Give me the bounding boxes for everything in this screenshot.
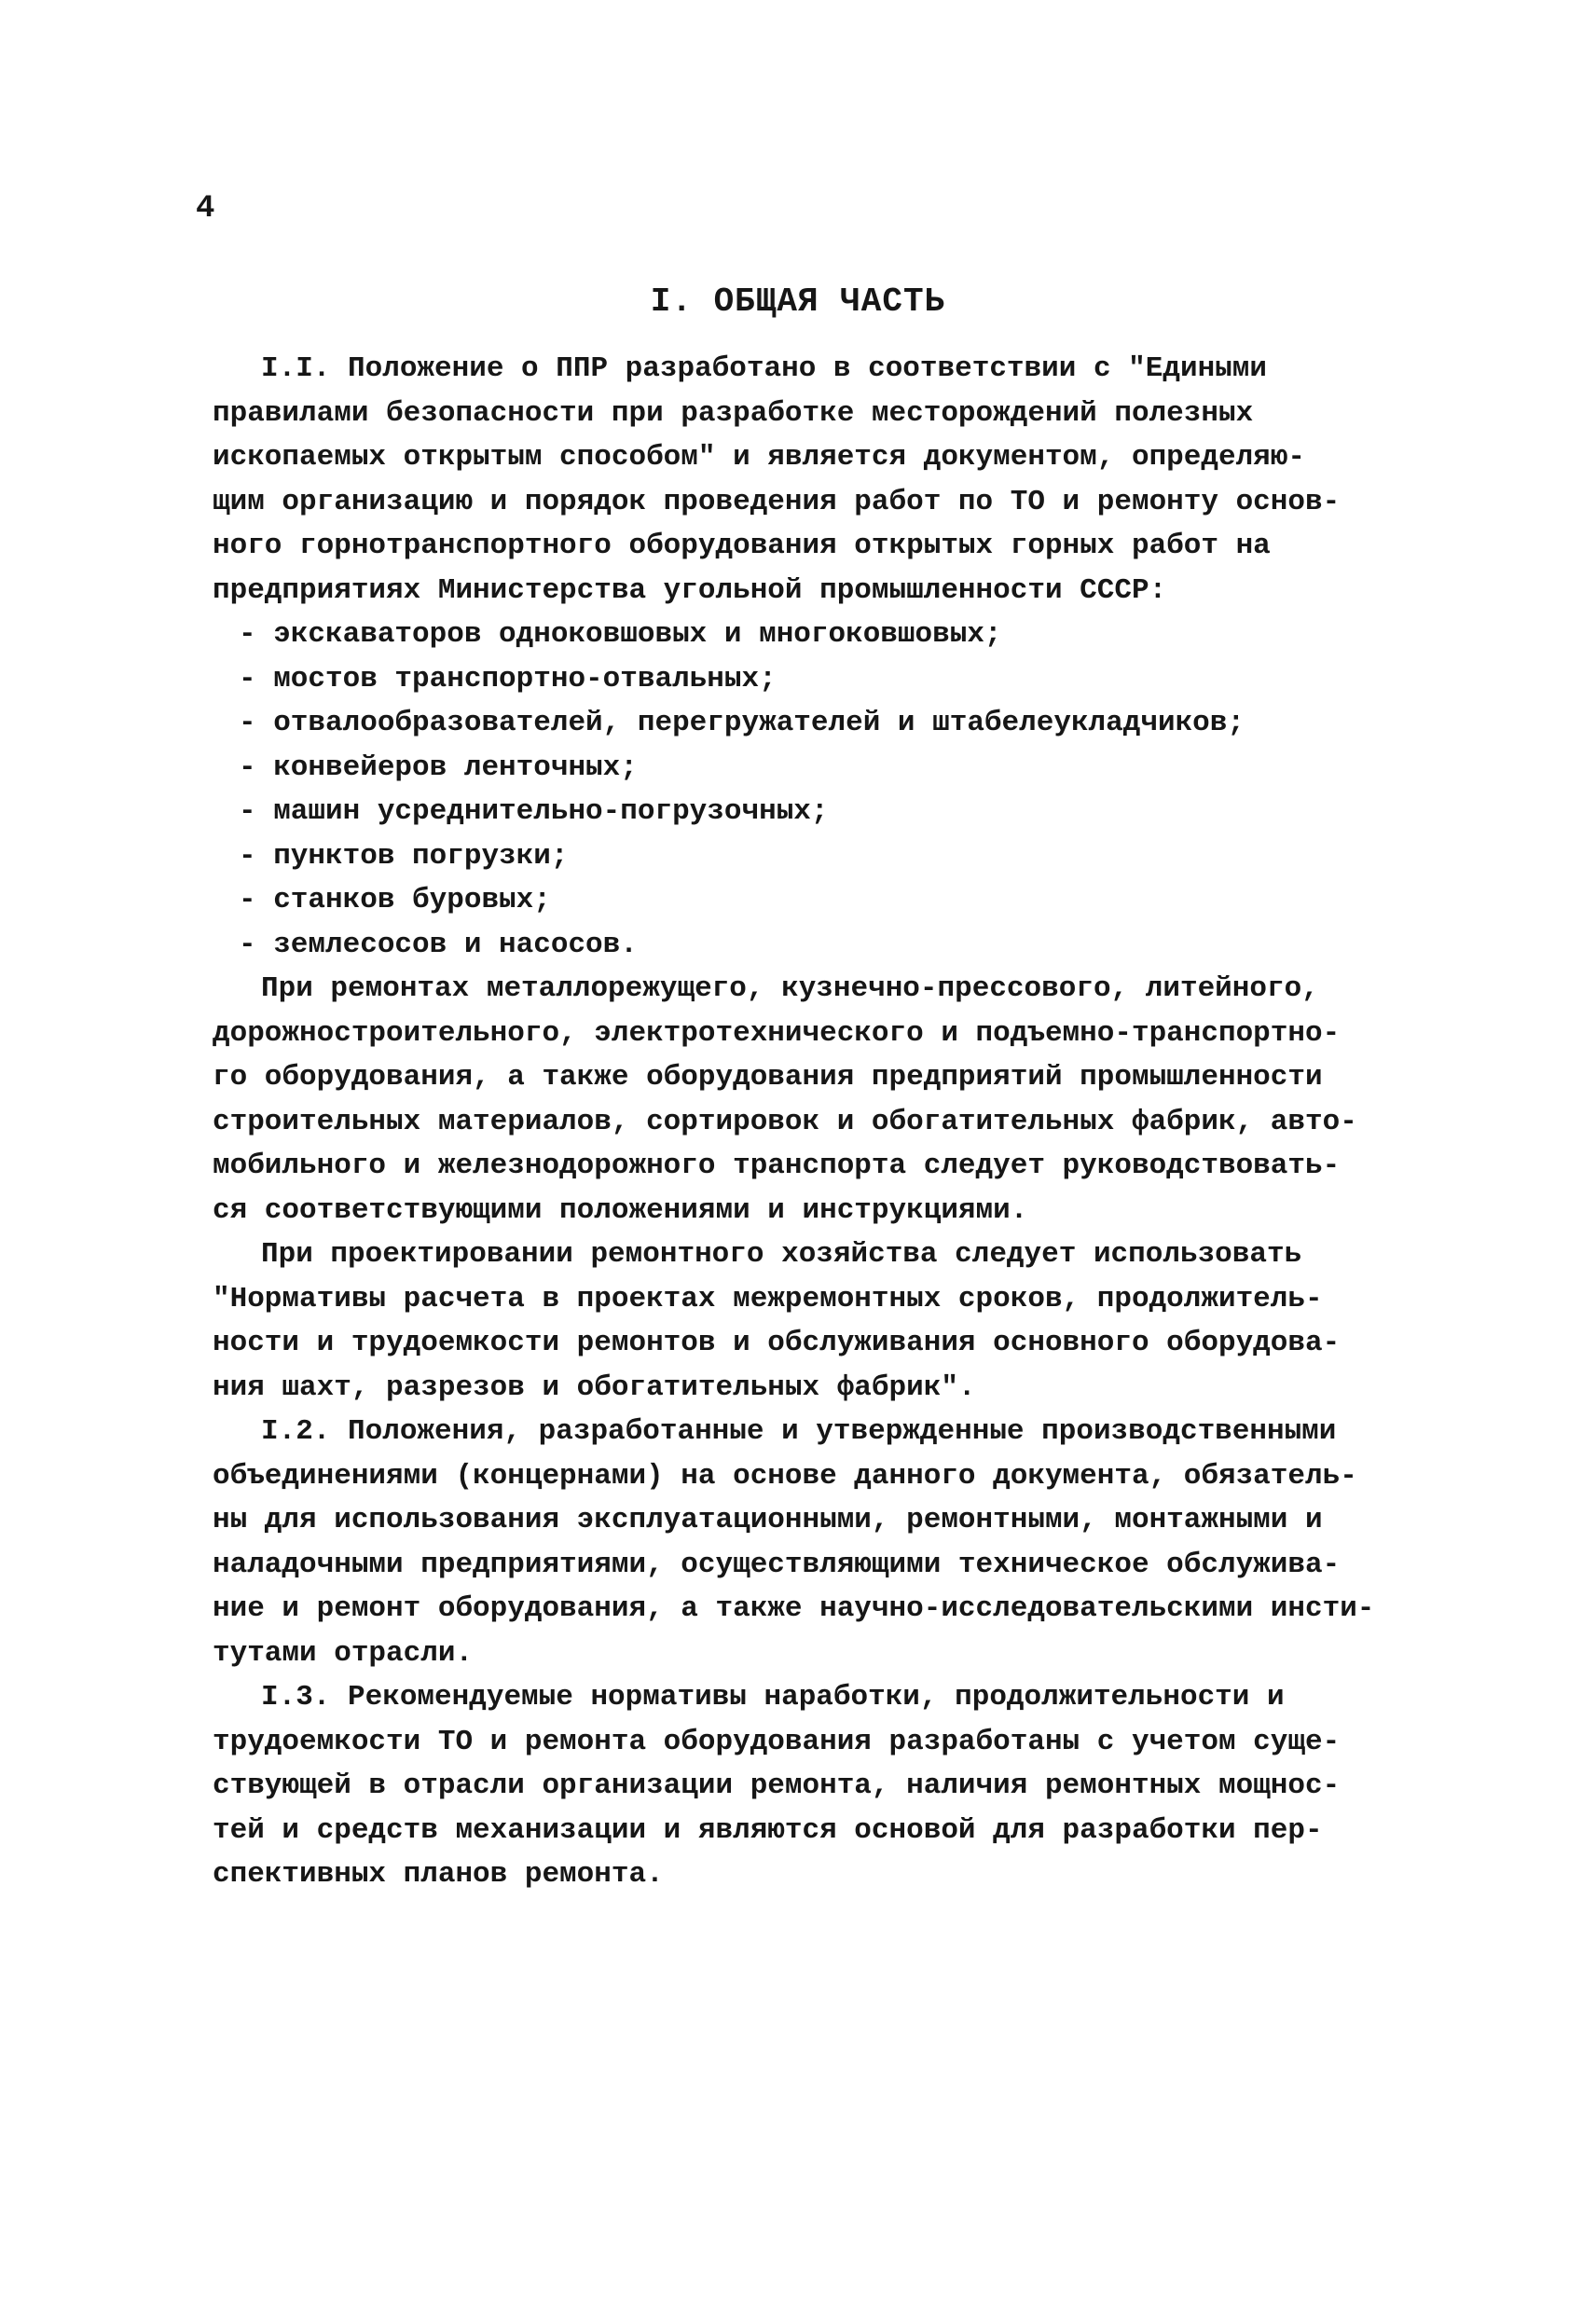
equipment-list-item: - отвалообразователей, перегружателей и штабелеукладчиков;	[239, 707, 1245, 739]
paragraph-1-1-line: ископаемых открытым способом" и является документом, определяю-	[213, 441, 1305, 474]
paragraph-1-3-line: спективных планов ремонта.	[213, 1858, 664, 1891]
paragraph-design-line: ния шахт, разрезов и обогатительных фабрик".	[213, 1370, 976, 1404]
equipment-list-item: - мостов транспортно-отвальных;	[239, 662, 777, 695]
paragraph-1-2-line: тутами отрасли.	[213, 1636, 474, 1670]
equipment-list-item: - машин усреднительно-погрузочных;	[239, 795, 829, 828]
paragraph-1-3-line: тей и средств механизации и являются основой для разработки пер-	[213, 1813, 1323, 1847]
equipment-list-item: - конвейеров ленточных;	[239, 750, 638, 784]
paragraph-1-3-line: ствующей в отрасли организации ремонта, наличия ремонтных мощнос-	[213, 1769, 1341, 1802]
paragraph-1-2-line: объединениями (концернами) на основе данного документа, обязатель-	[213, 1459, 1357, 1493]
paragraph-1-1-line: предприятиях Министерства угольной промышленности СССР:	[213, 573, 1167, 607]
paragraph-repairs-line: го оборудования, а также оборудования предприятий промышленности	[213, 1061, 1323, 1094]
paragraph-1-2-line: наладочными предприятиями, осуществляющими техническое обслужива-	[213, 1548, 1341, 1581]
equipment-list-item: - экскаваторов одноковшовых и многоковшовых;	[239, 618, 1002, 651]
section-title: I. ОБЩАЯ ЧАСТЬ	[650, 282, 946, 321]
paragraph-1-1-line: щим организацию и порядок проведения работ по ТО и ремонту основ-	[213, 485, 1341, 518]
paragraph-repairs-line: ся соответствующими положениями и инструкциями.	[213, 1193, 1028, 1227]
paragraph-repairs-line: дорожностроительного, электротехнического и подъемно-транспортно-	[213, 1016, 1341, 1050]
paragraph-1-1-line: ного горнотранспортного оборудования открытых горных работ на	[213, 530, 1271, 562]
paragraph-repairs-line: строительных материалов, сортировок и обогатительных фабрик, авто-	[213, 1105, 1357, 1138]
paragraph-repairs-line: При ремонтах металлорежущего, кузнечно-прессового, литейного,	[261, 972, 1319, 1005]
paragraph-1-3-line: I.3. Рекомендуемые нормативы наработки, продолжительности и	[261, 1681, 1285, 1714]
paragraph-1-3-line: трудоемкости ТО и ремонта оборудования разработаны с учетом суще-	[213, 1725, 1341, 1758]
equipment-list-item: - пунктов погрузки;	[239, 839, 569, 873]
page-number: 4	[196, 191, 215, 227]
paragraph-design-line: При проектировании ремонтного хозяйства следует использовать	[261, 1238, 1302, 1271]
paragraph-repairs-line: мобильного и железнодорожного транспорта следует руководствовать-	[213, 1150, 1341, 1182]
paragraph-1-2-line: ны для использования эксплуатационными, ремонтными, монтажными и	[213, 1504, 1323, 1536]
equipment-list-item: - землесосов и насосов.	[239, 928, 638, 961]
paragraph-1-1-line: правилами безопасности при разработке месторождений полезных	[213, 396, 1254, 430]
paragraph-1-2-line: ние и ремонт оборудования, а также научно-исследовательскими инсти-	[213, 1592, 1375, 1625]
body-text	[213, 347, 1462, 1897]
paragraph-1-1-line: I.I. Положение о ППР разработано в соответствии с "Едиными	[261, 352, 1267, 385]
paragraph-1-2-line: I.2. Положения, разработанные и утвержденные производственными	[261, 1415, 1337, 1448]
paragraph-design-line: ности и трудоемкости ремонтов и обслуживания основного оборудова-	[213, 1327, 1341, 1359]
equipment-list-item: - станков буровых;	[239, 884, 551, 916]
paragraph-design-line: "Нормативы расчета в проектах межремонтных сроков, продолжитель-	[213, 1282, 1323, 1315]
